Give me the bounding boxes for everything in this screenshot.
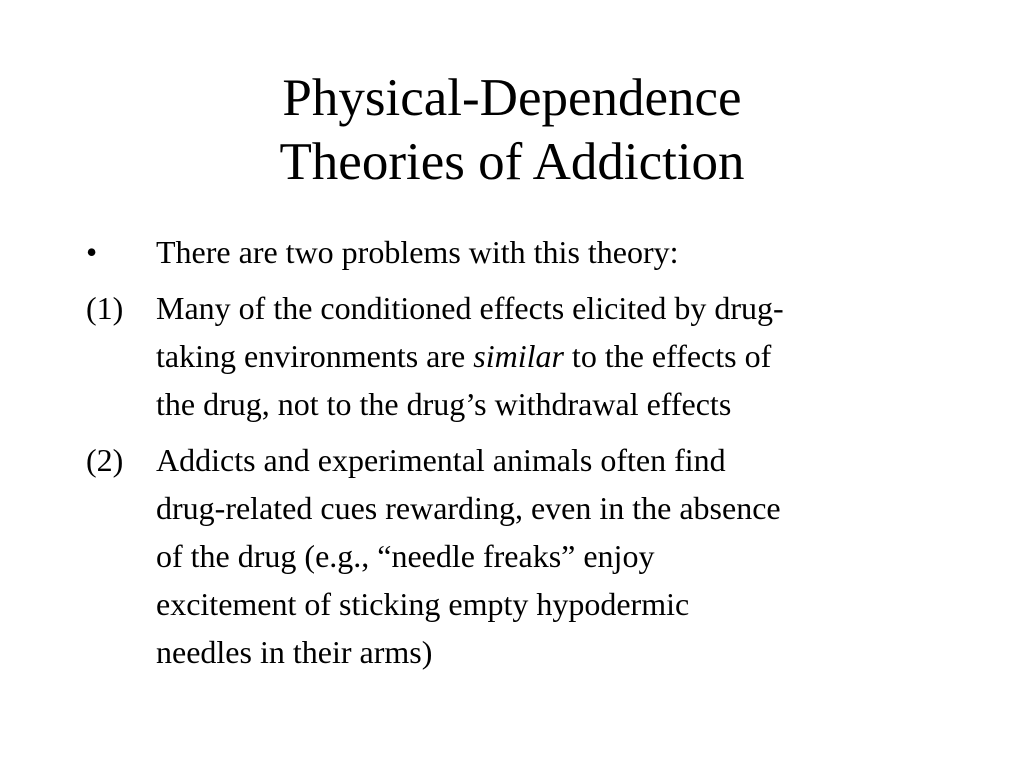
slide-body (86, 228, 966, 684)
item-2-marker: (2) (86, 442, 124, 478)
item-2-text (156, 436, 966, 676)
item-2-line-4: excitement of sticking empty hypodermic (156, 586, 690, 622)
numbered-item-1 (86, 284, 966, 428)
item-1-line-2-start: taking environments are (156, 338, 474, 374)
item-2-line-5: needles in their arms) (156, 634, 433, 670)
item-1-line-2-end: to the effects of (563, 338, 772, 374)
item-1-marker: (1) (86, 290, 124, 326)
item-2-line-2: drug-related cues rewarding, even in the absence (156, 490, 781, 526)
title-line-1: Physical-Dependence (282, 69, 742, 127)
bullet-text-line-1: There are two problems with this theory: (156, 234, 679, 270)
item-1-line-2 (156, 332, 966, 380)
item-1-line-3: the drug, not to the drug’s withdrawal effects (156, 386, 732, 422)
item-1-line-1: Many of the conditioned effects elicited by drug- (156, 290, 784, 326)
item-1-italic-word: similar (473, 338, 564, 374)
bullet-marker: • (86, 234, 98, 270)
numbered-item-2 (86, 436, 966, 676)
item-1-text (156, 284, 966, 428)
bullet-item (86, 228, 966, 276)
title-line-2: Theories of Addiction (279, 133, 745, 191)
bullet-text (156, 228, 966, 276)
slide-title (0, 66, 1024, 194)
item-2-line-1: Addicts and experimental animals often find (156, 442, 726, 478)
item-2-line-3: of the drug (e.g., “needle freaks” enjoy (156, 538, 655, 574)
